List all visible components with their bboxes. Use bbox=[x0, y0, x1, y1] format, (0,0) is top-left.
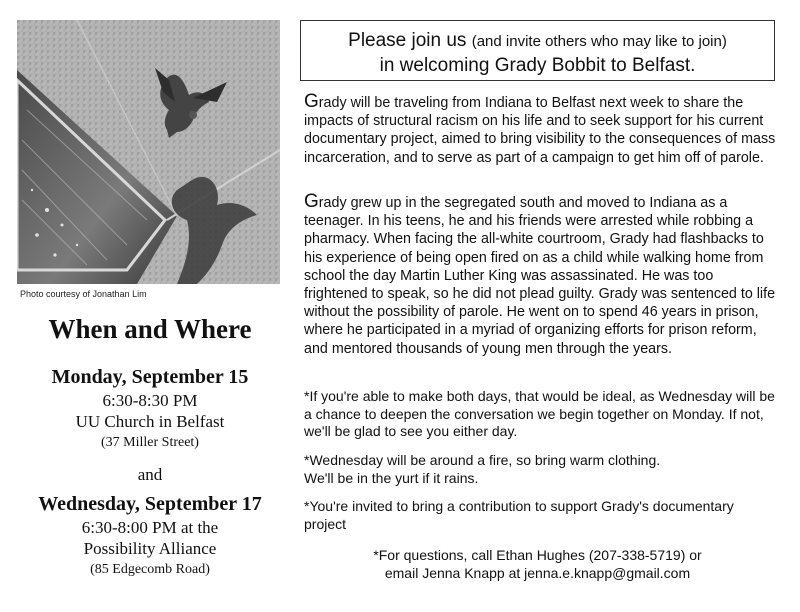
contact-info bbox=[300, 546, 775, 582]
note-contribution: *You're invited to bring a contribution to support Grady's documentary project bbox=[304, 498, 734, 532]
paragraph-text: rady grew up in the segregated south and moved to Indiana as a teenager. In his teens, he and his friends were arrested while robbing a pharmacy. When facing the all-white courtroom, Grady had flashbacks to his experience of being open fired on as a child while walking home from school the day Martin Luther King was assassinated. He was too frightened to speak, so he did not plead guilty. Grady was sentenced to life without the possibility of parole. He went on to spend 46 years in prison, where he participated in a myriad of organizing efforts for prison reform, and mentored thousands of young men through the years. bbox=[304, 195, 776, 357]
schedule-heading: When and Where bbox=[48, 314, 252, 344]
biography-paragraph bbox=[304, 193, 776, 358]
drop-cap: G bbox=[304, 191, 319, 212]
event-day: Wednesday, September 17 bbox=[38, 493, 262, 515]
event-connector: and bbox=[137, 465, 163, 484]
pigeon-photo-illustration bbox=[17, 20, 280, 284]
contact-phone-line: *For questions, call Ethan Hughes (207-338-5719) or bbox=[373, 547, 702, 563]
invitation-line-1 bbox=[301, 29, 774, 54]
contact-email-line: email Jenna Knapp at jenna.e.knapp@gmail.com bbox=[384, 565, 691, 581]
event-day: Monday, September 15 bbox=[51, 366, 249, 388]
invitation-line-2: in welcoming Grady Bobbit to Belfast. bbox=[379, 55, 696, 76]
paragraph-text: rady will be traveling from Indiana to Belfast next week to share the impacts of structural racism on his life and to seek support for his current documentary project, aimed to bring visibility to the consequences of mass incarceration, and to serve as part of a campaign to get him off of parole. bbox=[304, 95, 776, 166]
intro-paragraph bbox=[304, 93, 776, 167]
invitation-box bbox=[300, 20, 775, 81]
event-time: 6:30-8:30 PM bbox=[102, 391, 198, 410]
note-both-days: *If you're able to make both days, that would be ideal, as Wednesday will be a chance to deepen the conversation we begin together on Monday. If not, we'll be glad to see you either day. bbox=[304, 388, 775, 439]
pigeon-photo bbox=[17, 20, 280, 284]
photo-credit: Photo courtesy of Jonathan Lim bbox=[20, 289, 147, 299]
note-yurt: We'll be in the yurt if it rains. bbox=[304, 470, 479, 486]
note-warm-clothing: *Wednesday will be around a fire, so bring warm clothing. bbox=[304, 452, 661, 468]
event-place: Possibility Alliance bbox=[83, 539, 217, 558]
event-time: 6:30-8:00 PM at the bbox=[81, 518, 219, 537]
drop-cap: G bbox=[304, 91, 319, 112]
event-place: UU Church in Belfast bbox=[75, 412, 225, 431]
event-monday bbox=[0, 365, 300, 453]
event-wednesday bbox=[0, 492, 300, 580]
invitation-aside: (and invite others who may like to join) bbox=[471, 33, 727, 50]
event-address: (37 Miller Street) bbox=[101, 435, 199, 450]
event-address: (85 Edgecomb Road) bbox=[90, 562, 210, 577]
invitation-lead: Please join us bbox=[348, 30, 467, 51]
